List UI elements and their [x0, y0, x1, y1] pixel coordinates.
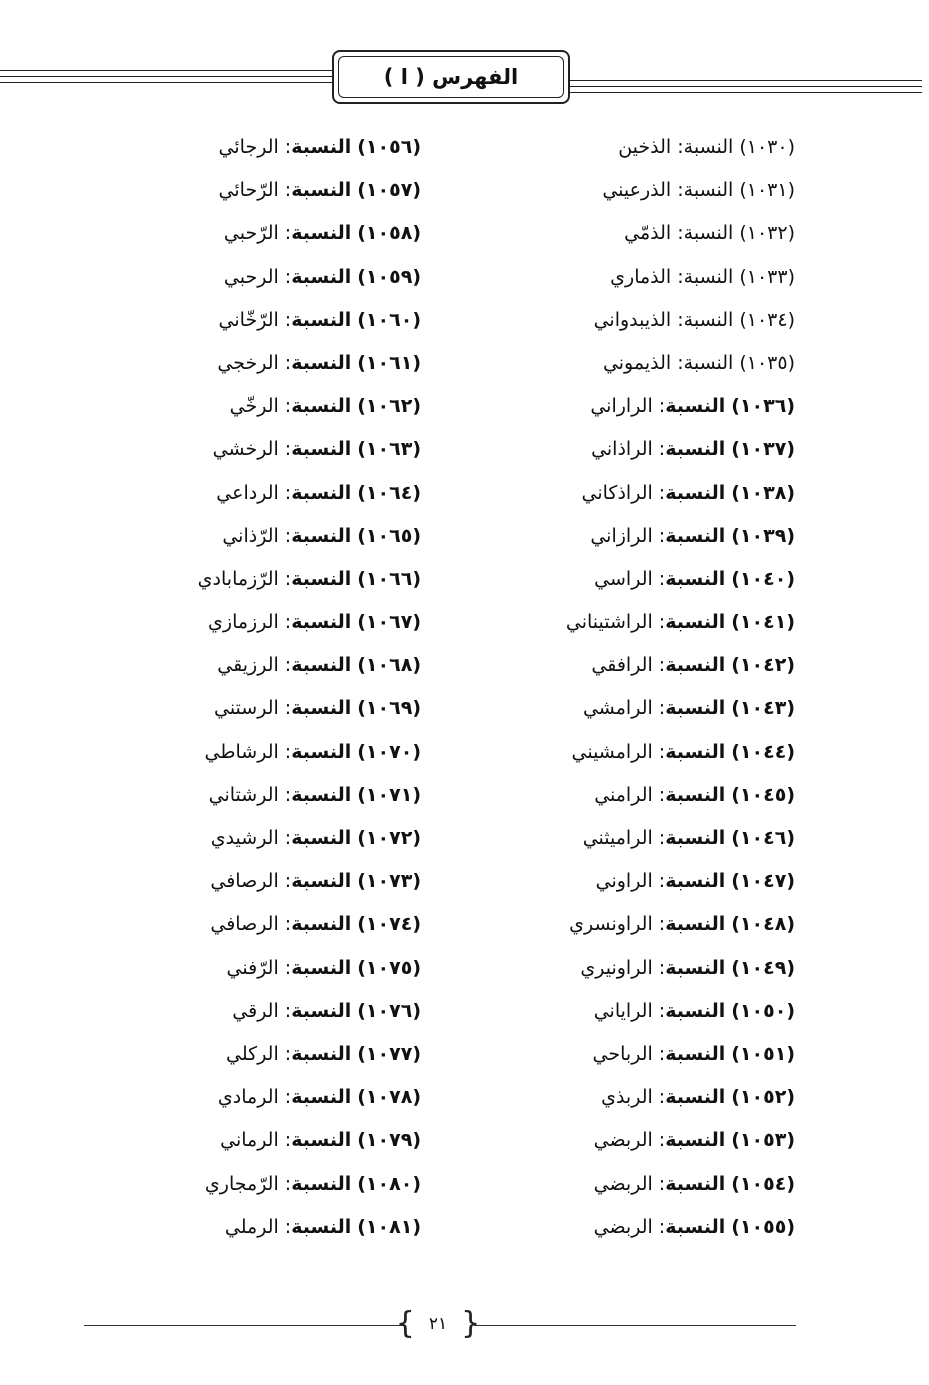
entry-number: (١٠٦٧) [357, 611, 421, 634]
index-entry [21, 860, 421, 903]
entry-separator: : [278, 870, 292, 893]
footer-rule-right [474, 1325, 796, 1326]
entry-label: النسبة [683, 308, 734, 331]
entry-separator: : [278, 611, 292, 634]
index-column-left [21, 126, 421, 1249]
entry-separator: : [278, 481, 292, 504]
index-entry [395, 903, 795, 946]
entry-label: النسبة [291, 308, 352, 331]
entry-number: (١٠٣٦) [731, 395, 795, 418]
entry-number: (١٠٥٨) [357, 222, 421, 245]
entry-label: النسبة [291, 870, 352, 893]
index-entry [21, 256, 421, 299]
entry-separator: : [278, 740, 292, 763]
entry-number: (١٠٦٦) [357, 567, 421, 590]
entry-separator: : [278, 1215, 292, 1238]
entry-separator: : [278, 1042, 292, 1065]
index-column-right [395, 126, 795, 1249]
entry-name: الربضي [593, 1129, 653, 1152]
entry-separator: : [278, 697, 292, 720]
entry-label: النسبة [683, 136, 734, 158]
entry-label: النسبة [665, 1042, 726, 1065]
entry-separator: : [278, 438, 292, 461]
index-entry [395, 299, 795, 342]
header-rule-right-third [570, 92, 922, 93]
entry-number: (١٠٦٠) [357, 308, 421, 331]
entry-name: الرصافي [210, 913, 279, 936]
entry-label: النسبة [683, 265, 734, 288]
index-entry [395, 212, 795, 255]
entry-separator: : [278, 1086, 292, 1109]
entry-number: (١٠٤٤) [731, 740, 795, 763]
entry-label: النسبة [291, 481, 352, 504]
entry-number: (١٠٧٨) [357, 1086, 421, 1109]
entry-label: النسبة [665, 913, 726, 936]
entry-separator: : [278, 1172, 292, 1195]
entry-label: النسبة [291, 697, 352, 720]
index-entry [395, 472, 795, 515]
index-entry [395, 558, 795, 601]
entry-name: الذيموني [602, 351, 672, 374]
entry-separator: : [671, 222, 684, 245]
entry-label: النسبة [291, 740, 352, 763]
entry-name: الرخّي [229, 395, 279, 418]
entry-name: الرامني [594, 783, 653, 806]
entry-name: الراسي [594, 567, 653, 590]
entry-number: (١٠٥٩) [357, 265, 421, 288]
entry-name: الرماني [220, 1129, 279, 1152]
entry-separator: : [278, 827, 292, 849]
entry-separator: : [652, 783, 666, 806]
index-entry [21, 990, 421, 1033]
index-entry [21, 212, 421, 255]
entry-label: النسبة [291, 524, 352, 547]
index-entry [21, 903, 421, 946]
entry-label: النسبة [291, 956, 352, 979]
entry-separator: : [278, 783, 292, 806]
index-entry [21, 558, 421, 601]
entry-number: (١٠٣٤) [739, 308, 795, 331]
index-entry [21, 428, 421, 471]
entry-label: النسبة [665, 567, 726, 590]
entry-separator: : [671, 265, 684, 288]
entry-label: النسبة [665, 697, 726, 720]
entry-number: (١٠٥٠) [731, 999, 795, 1022]
index-entry [21, 1163, 421, 1206]
index-entry [395, 601, 795, 644]
entry-number: (١٠٤٠) [731, 567, 795, 590]
entry-name: الذماري [610, 265, 672, 288]
index-entry [21, 644, 421, 687]
right-brace-icon: } [461, 1306, 481, 1341]
entry-separator: : [671, 179, 684, 202]
entry-name: الرشاطي [204, 740, 279, 763]
entry-label: النسبة [291, 351, 352, 374]
entry-number: (١٠٧٦) [357, 999, 421, 1022]
entry-separator: : [652, 1042, 666, 1065]
index-entry [21, 515, 421, 558]
index-entry [395, 515, 795, 558]
entry-number: (١٠٣٢) [739, 222, 795, 245]
entry-separator: : [671, 136, 684, 158]
index-entry [395, 342, 795, 385]
entry-name: الربضي [593, 1172, 653, 1195]
entry-name: الرامشي [582, 697, 653, 720]
entry-name: الرازاني [590, 524, 653, 547]
entry-name: الرّذاني [222, 524, 279, 547]
entry-separator: : [652, 1172, 666, 1195]
entry-number: (١٠٧٣) [357, 870, 421, 893]
entry-separator: : [671, 308, 684, 331]
entry-separator: : [652, 697, 666, 720]
entry-name: الرّزمابادي [197, 567, 279, 590]
entry-separator: : [278, 351, 292, 374]
entry-separator: : [652, 740, 666, 763]
entry-separator: : [278, 179, 292, 202]
entry-separator: : [652, 870, 666, 893]
entry-label: النسبة [291, 438, 352, 461]
entry-name: الربذي [601, 1086, 653, 1109]
entry-separator: : [652, 827, 666, 849]
entry-label: النسبة [665, 1172, 726, 1195]
entry-label: النسبة [291, 1129, 352, 1152]
entry-number: (١٠٧٢) [357, 827, 421, 849]
entry-number: (١٠٧٤) [357, 913, 421, 936]
entry-number: (١٠٦٤) [357, 481, 421, 504]
index-entry [395, 774, 795, 817]
entry-label: النسبة [665, 1086, 726, 1109]
entry-separator: : [278, 222, 292, 245]
entry-separator: : [652, 481, 666, 504]
entry-number: (١٠٥٣) [731, 1129, 795, 1152]
entry-label: النسبة [665, 438, 726, 461]
entry-separator: : [652, 611, 666, 634]
entry-separator: : [278, 567, 292, 590]
entry-name: الرشيدي [210, 827, 279, 849]
entry-separator: : [652, 1129, 666, 1152]
entry-label: النسبة [291, 1086, 352, 1109]
page-number-box [395, 1306, 481, 1342]
entry-name: الرّفني [226, 956, 279, 979]
entry-label: النسبة [665, 1129, 726, 1152]
entry-label: النسبة [665, 956, 726, 979]
index-entry [395, 817, 795, 860]
entry-name: الرشتاني [208, 783, 279, 806]
entry-number: (١٠٤٩) [731, 956, 795, 979]
entry-name: الرجائي [218, 136, 279, 158]
entry-label: النسبة [291, 1172, 352, 1195]
entry-number: (١٠٥١) [731, 1042, 795, 1065]
entry-name: الراذكاني [581, 481, 653, 504]
entry-number: (١٠٥٦) [357, 136, 421, 158]
left-brace-icon: { [395, 1306, 415, 1341]
entry-label: النسبة [683, 222, 734, 245]
entry-number: (١٠٨١) [357, 1215, 421, 1238]
index-entry [21, 385, 421, 428]
index-entry [395, 126, 795, 169]
page-title: الفهرس ( ا ) [338, 56, 564, 98]
entry-separator: : [278, 999, 292, 1022]
index-entry [395, 169, 795, 212]
index-entry [395, 947, 795, 990]
entry-separator: : [652, 395, 666, 418]
index-entry [395, 1033, 795, 1076]
entry-label: النسبة [665, 654, 726, 677]
entry-name: الرباحي [592, 1042, 653, 1065]
entry-label: النسبة [665, 783, 726, 806]
index-entry [21, 472, 421, 515]
entry-separator: : [278, 654, 292, 677]
entry-number: (١٠٧١) [357, 783, 421, 806]
index-entry [395, 731, 795, 774]
entry-label: النسبة [291, 567, 352, 590]
entry-label: النسبة [665, 999, 726, 1022]
entry-number: (١٠٦١) [357, 351, 421, 374]
entry-name: الذمّي [624, 222, 672, 245]
entry-number: (١٠٤٢) [731, 654, 795, 677]
entry-label: النسبة [665, 1215, 726, 1238]
page-number: ٢١ [428, 1314, 448, 1334]
entry-number: (١٠٣٥) [739, 351, 795, 374]
entry-name: الراميثني [582, 827, 653, 849]
entry-separator: : [278, 913, 292, 936]
entry-separator: : [278, 1129, 292, 1152]
entry-number: (١٠٧٠) [357, 740, 421, 763]
index-entry [21, 774, 421, 817]
entry-name: الرخشي [212, 438, 279, 461]
entry-separator: : [278, 524, 292, 547]
entry-label: النسبة [683, 179, 734, 202]
entry-name: الراشتيناني [565, 611, 653, 634]
header-rule-left-top [0, 70, 332, 71]
entry-name: الرملي [224, 1215, 279, 1238]
entry-label: النسبة [291, 654, 352, 677]
index-entry [395, 990, 795, 1033]
entry-name: الرمادي [217, 1086, 279, 1109]
entry-number: (١٠٣٧) [731, 438, 795, 461]
header-rule-right-bottom [570, 86, 922, 87]
index-entry [395, 428, 795, 471]
entry-name: الرّمجاري [204, 1172, 279, 1195]
entry-separator: : [278, 395, 292, 418]
entry-name: الركلي [226, 1042, 279, 1065]
entry-label: النسبة [291, 611, 352, 634]
entry-separator: : [652, 999, 666, 1022]
index-entry [395, 1206, 795, 1249]
entry-separator: : [278, 956, 292, 979]
entry-name: الرامشيني [571, 740, 653, 763]
entry-number: (١٠٥٧) [357, 179, 421, 202]
entry-number: (١٠٤٣) [731, 697, 795, 720]
entry-separator: : [652, 1086, 666, 1109]
entry-number: (١٠٣٨) [731, 481, 795, 504]
entry-number: (١٠٧٩) [357, 1129, 421, 1152]
entry-number: (١٠٥٤) [731, 1172, 795, 1195]
index-entry [21, 731, 421, 774]
header-rule-right-top [570, 80, 922, 81]
entry-number: (١٠٥٥) [731, 1215, 795, 1238]
entry-separator: : [278, 308, 292, 331]
entry-label: النسبة [665, 481, 726, 504]
entry-name: الرّخّاني [218, 308, 279, 331]
index-entry [395, 1119, 795, 1162]
index-entry [21, 1206, 421, 1249]
index-entry [395, 860, 795, 903]
index-entry [21, 299, 421, 342]
entry-name: الرداعي [216, 481, 279, 504]
entry-number: (١٠٤٦) [731, 827, 795, 849]
index-entry [395, 1163, 795, 1206]
entry-name: الرحبي [223, 265, 279, 288]
entry-name: الرزمازي [208, 611, 279, 634]
entry-label: النسبة [291, 222, 352, 245]
entry-number: (١٠٥٢) [731, 1086, 795, 1109]
entry-label: النسبة [665, 611, 726, 634]
entry-name: الراونيري [580, 956, 653, 979]
index-entry [395, 687, 795, 730]
entry-number: (١٠٧٥) [357, 956, 421, 979]
entry-separator: : [671, 351, 684, 374]
entry-name: الراراني [590, 395, 653, 418]
index-entry [21, 1076, 421, 1119]
header-rule-left-third [0, 82, 332, 83]
index-entry [395, 256, 795, 299]
entry-label: النسبة [291, 1042, 352, 1065]
entry-number: (١٠٦٨) [357, 654, 421, 677]
entry-label: النسبة [291, 179, 352, 202]
index-entry [395, 644, 795, 687]
entry-label: النسبة [665, 524, 726, 547]
entry-number: (١٠٣١) [739, 179, 795, 202]
entry-name: الراياني [593, 999, 653, 1022]
entry-label: النسبة [665, 395, 726, 418]
entry-number: (١٠٦٩) [357, 697, 421, 720]
entry-number: (١٠٨٠) [357, 1172, 421, 1195]
entry-separator: : [652, 567, 666, 590]
entry-separator: : [652, 654, 666, 677]
entry-name: الذخين [618, 136, 672, 158]
entry-label: النسبة [665, 870, 726, 893]
entry-label: النسبة [291, 783, 352, 806]
entry-number: (١٠٤٥) [731, 783, 795, 806]
index-entry [21, 1033, 421, 1076]
entry-separator: : [278, 136, 292, 158]
entry-label: النسبة [291, 999, 352, 1022]
entry-name: الرافقي [591, 654, 653, 677]
entry-number: (١٠٣٩) [731, 524, 795, 547]
entry-label: النسبة [665, 827, 726, 849]
index-entry [21, 342, 421, 385]
entry-separator: : [652, 956, 666, 979]
entry-label: النسبة [291, 136, 352, 158]
entry-number: (١٠٧٧) [357, 1042, 421, 1065]
entry-label: النسبة [683, 351, 734, 374]
index-entry [21, 947, 421, 990]
entry-name: الرقي [232, 999, 279, 1022]
index-entry [21, 817, 421, 860]
entry-number: (١٠٦٣) [357, 438, 421, 461]
index-entry [21, 169, 421, 212]
entry-name: الذيبدواني [593, 308, 672, 331]
index-entry [395, 1076, 795, 1119]
entry-number: (١٠٤٨) [731, 913, 795, 936]
entry-label: النسبة [291, 265, 352, 288]
entry-name: الذرعيني [602, 179, 672, 202]
entry-name: الرّحائي [218, 179, 279, 202]
entry-name: الربضي [593, 1215, 653, 1238]
entry-name: الراوني [595, 870, 653, 893]
entry-number: (١٠٣٣) [739, 265, 795, 288]
entry-label: النسبة [291, 913, 352, 936]
header-rule-left-bottom [0, 76, 332, 77]
entry-number: (١٠٦٥) [357, 524, 421, 547]
index-entry [21, 126, 421, 169]
index-entry [21, 687, 421, 730]
entry-name: الرستني [213, 697, 279, 720]
entry-separator: : [652, 913, 666, 936]
entry-separator: : [278, 265, 292, 288]
header-title-box [332, 50, 570, 104]
entry-separator: : [652, 524, 666, 547]
entry-name: الراذاني [591, 438, 653, 461]
entry-name: الرّحبي [223, 222, 279, 245]
entry-number: (١٠٣٠) [739, 136, 795, 158]
entry-name: الرخجي [217, 351, 279, 374]
entry-separator: : [652, 438, 666, 461]
entry-name: الراونسري [569, 913, 653, 936]
entry-label: النسبة [291, 827, 352, 849]
entry-number: (١٠٤٧) [731, 870, 795, 893]
entry-label: النسبة [291, 395, 352, 418]
footer-rule-left [84, 1325, 404, 1326]
entry-number: (١٠٤١) [731, 611, 795, 634]
index-entry [21, 1119, 421, 1162]
index-entry [21, 601, 421, 644]
entry-label: النسبة [665, 740, 726, 763]
entry-name: الرصافي [210, 870, 279, 893]
entry-number: (١٠٦٢) [357, 395, 421, 418]
index-entry [395, 385, 795, 428]
entry-separator: : [652, 1215, 666, 1238]
entry-label: النسبة [291, 1215, 352, 1238]
entry-name: الرزيقي [217, 654, 279, 677]
